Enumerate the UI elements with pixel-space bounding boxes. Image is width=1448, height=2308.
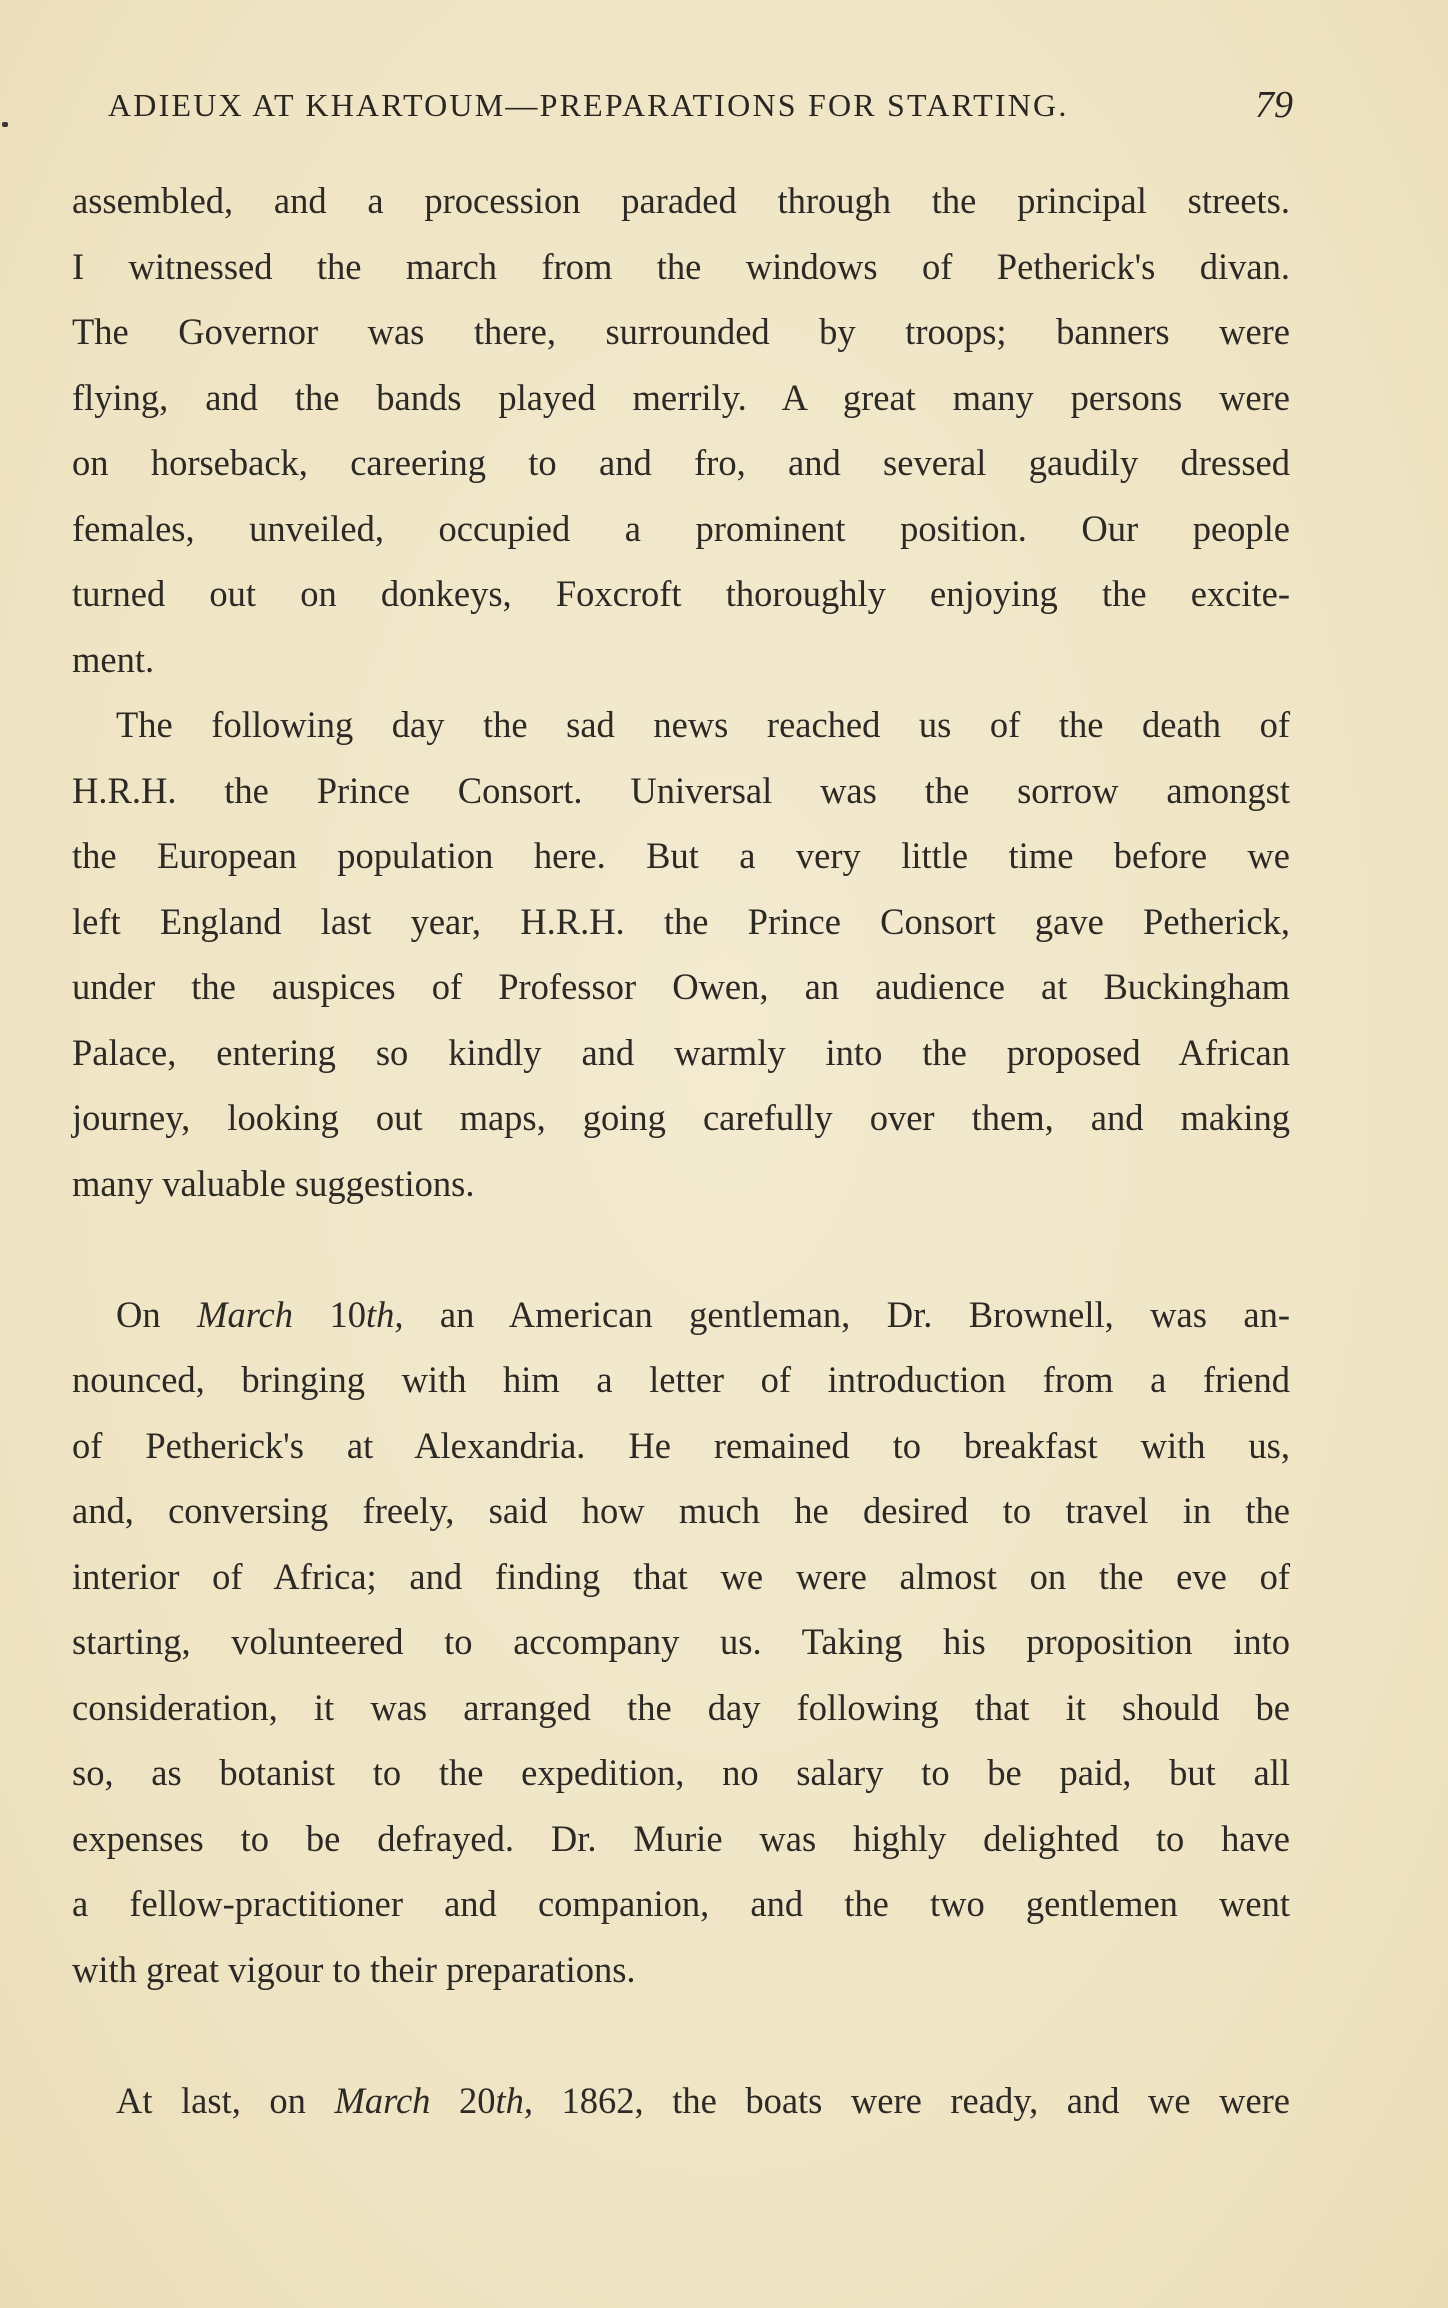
text-line: [72, 1282, 1290, 1348]
text-fragment: At last, on: [116, 2079, 335, 2121]
text-fragment: On: [116, 1293, 198, 1335]
section-break: [72, 1216, 1290, 1282]
text-line: ment.: [72, 638, 155, 680]
text-line: nounced, bringing with him a letter of introduction from a friend: [72, 1359, 1290, 1400]
date-day: 10: [329, 1293, 366, 1335]
text-line: of Petherick's at Alexandria. He remained to breakfast with us,: [72, 1424, 1290, 1466]
text-line: on horseback, careering to and fro, and several gaudily dressed: [72, 442, 1290, 483]
text-line: journey, looking out maps, going carefully over them, and making: [72, 1097, 1290, 1138]
date-month: March: [334, 2079, 431, 2121]
date-month: March: [197, 1293, 294, 1335]
text-line: consideration, it was arranged the day following that it should be: [72, 1686, 1290, 1728]
text-line: the European population here. But a very little time before we: [72, 835, 1290, 876]
text-line: flying, and the bands played merrily. A great many persons were: [72, 376, 1290, 418]
page-number: 79: [1255, 84, 1293, 126]
text-line: females, unveiled, occupied a prominent position. Our people: [72, 507, 1290, 549]
text-line: Palace, entering so kindly and warmly into the proposed African: [72, 1031, 1290, 1073]
paragraph-3: [72, 1282, 1290, 2003]
running-title: ADIEUX AT KHARTOUM—PREPARATIONS FOR STARTING.: [108, 87, 1069, 123]
text-line: with great vigour to their preparations.: [72, 1948, 636, 1990]
text-line: and, conversing freely, said how much he desired to travel in the: [72, 1490, 1290, 1531]
paragraph-2: [72, 692, 1290, 1216]
text-line: The Governor was there, surrounded by troops; banners were: [72, 311, 1290, 352]
running-header: [108, 80, 1293, 130]
paragraph-1: [72, 168, 1290, 692]
body-text: [72, 168, 1290, 2133]
text-line: under the auspices of Professor Owen, an audience at Buckingham: [72, 966, 1290, 1007]
text-line: a fellow-practitioner and companion, and the two gentlemen went: [72, 1883, 1290, 1924]
date-suffix: th,: [495, 2079, 533, 2121]
text-line: so, as botanist to the expedition, no salary to be paid, but all: [72, 1752, 1290, 1793]
text-line: interior of Africa; and finding that we were almost on the eve of: [72, 1555, 1290, 1597]
text-line: assembled, and a procession paraded through the principal streets.: [72, 180, 1290, 221]
date-day: 20: [458, 2079, 496, 2121]
text-line: I witnessed the march from the windows of Petherick's divan.: [72, 245, 1290, 287]
text-line: many valuable suggestions.: [72, 1162, 475, 1204]
text-line: The following day the sad news reached us of the death of: [116, 704, 1290, 745]
text-line: [72, 2068, 1290, 2134]
date-suffix: th,: [365, 1293, 404, 1335]
ink-speck: [2, 122, 8, 127]
text-line: turned out on donkeys, Foxcroft thoroughly enjoying the excite-: [72, 573, 1290, 614]
section-break: [72, 2002, 1290, 2068]
text-line: left England last year, H.R.H. the Prince Consort gave Petherick,: [72, 900, 1290, 942]
text-line: H.R.H. the Prince Consort. Universal was the sorrow amongst: [72, 769, 1290, 811]
paragraph-4: [72, 2068, 1290, 2134]
text-fragment: 1862, the boats were ready, and we were: [533, 2079, 1291, 2121]
text-line: starting, volunteered to accompany us. Taking his proposition into: [72, 1621, 1290, 1662]
text-fragment: an American gentleman, Dr. Brownell, was an-: [403, 1293, 1290, 1335]
text-line: expenses to be defrayed. Dr. Murie was highly delighted to have: [72, 1817, 1290, 1859]
